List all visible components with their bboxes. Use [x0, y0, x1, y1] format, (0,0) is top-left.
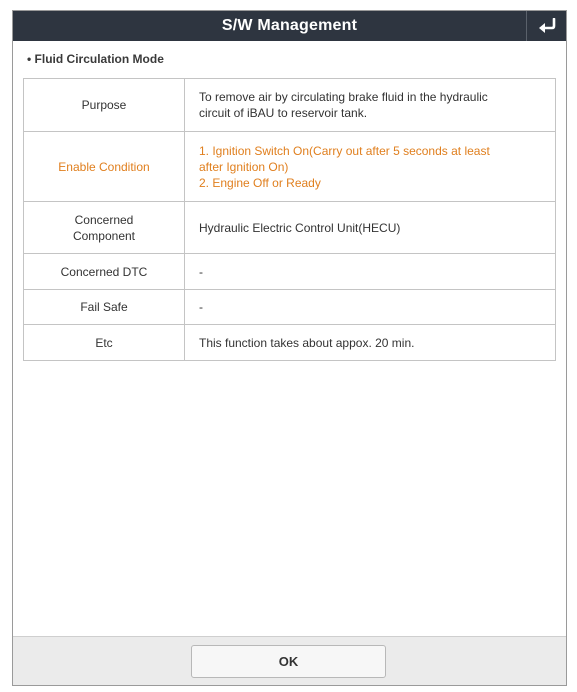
row-label	[24, 202, 185, 254]
table-row-concerned-dtc	[24, 254, 556, 290]
row-value: -	[185, 254, 556, 290]
row-value	[185, 132, 556, 202]
dialog-footer	[13, 636, 566, 685]
info-table	[23, 78, 556, 361]
row-value: This function takes about appox. 20 min.	[185, 325, 556, 361]
value-line: 1. Ignition Switch On(Carry out after 5 seconds at least	[199, 143, 490, 158]
back-button[interactable]	[526, 11, 566, 41]
row-value: Hydraulic Electric Control Unit(HECU)	[185, 202, 556, 254]
row-label: Concerned DTC	[24, 254, 185, 290]
section-title: • Fluid Circulation Mode	[27, 52, 164, 66]
row-label: Purpose	[24, 79, 185, 132]
value-line: To remove air by circulating brake fluid in the hydraulic	[199, 90, 488, 104]
table-row-enable-condition	[24, 132, 556, 202]
row-label: Enable Condition	[24, 132, 185, 202]
row-label: Fail Safe	[24, 290, 185, 325]
value-line: 2. Engine Off or Ready	[199, 175, 321, 190]
label-line: Component	[72, 228, 136, 243]
row-value	[185, 79, 556, 132]
value-line: circuit of iBAU to reservoir tank.	[199, 106, 368, 120]
ok-button[interactable]: OK	[191, 645, 386, 678]
sw-management-dialog	[12, 10, 567, 686]
return-arrow-icon	[538, 18, 556, 34]
dialog-title: S/W Management	[221, 17, 358, 34]
table-row-etc	[24, 325, 556, 361]
row-value: -	[185, 290, 556, 325]
table-row-purpose	[24, 79, 556, 132]
label-line: Concerned	[74, 212, 134, 227]
value-line: after Ignition On)	[199, 159, 289, 174]
title-bar	[13, 11, 566, 41]
table-row-fail-safe	[24, 290, 556, 325]
table-row-concerned-component	[24, 202, 556, 254]
row-label: Etc	[24, 325, 185, 361]
